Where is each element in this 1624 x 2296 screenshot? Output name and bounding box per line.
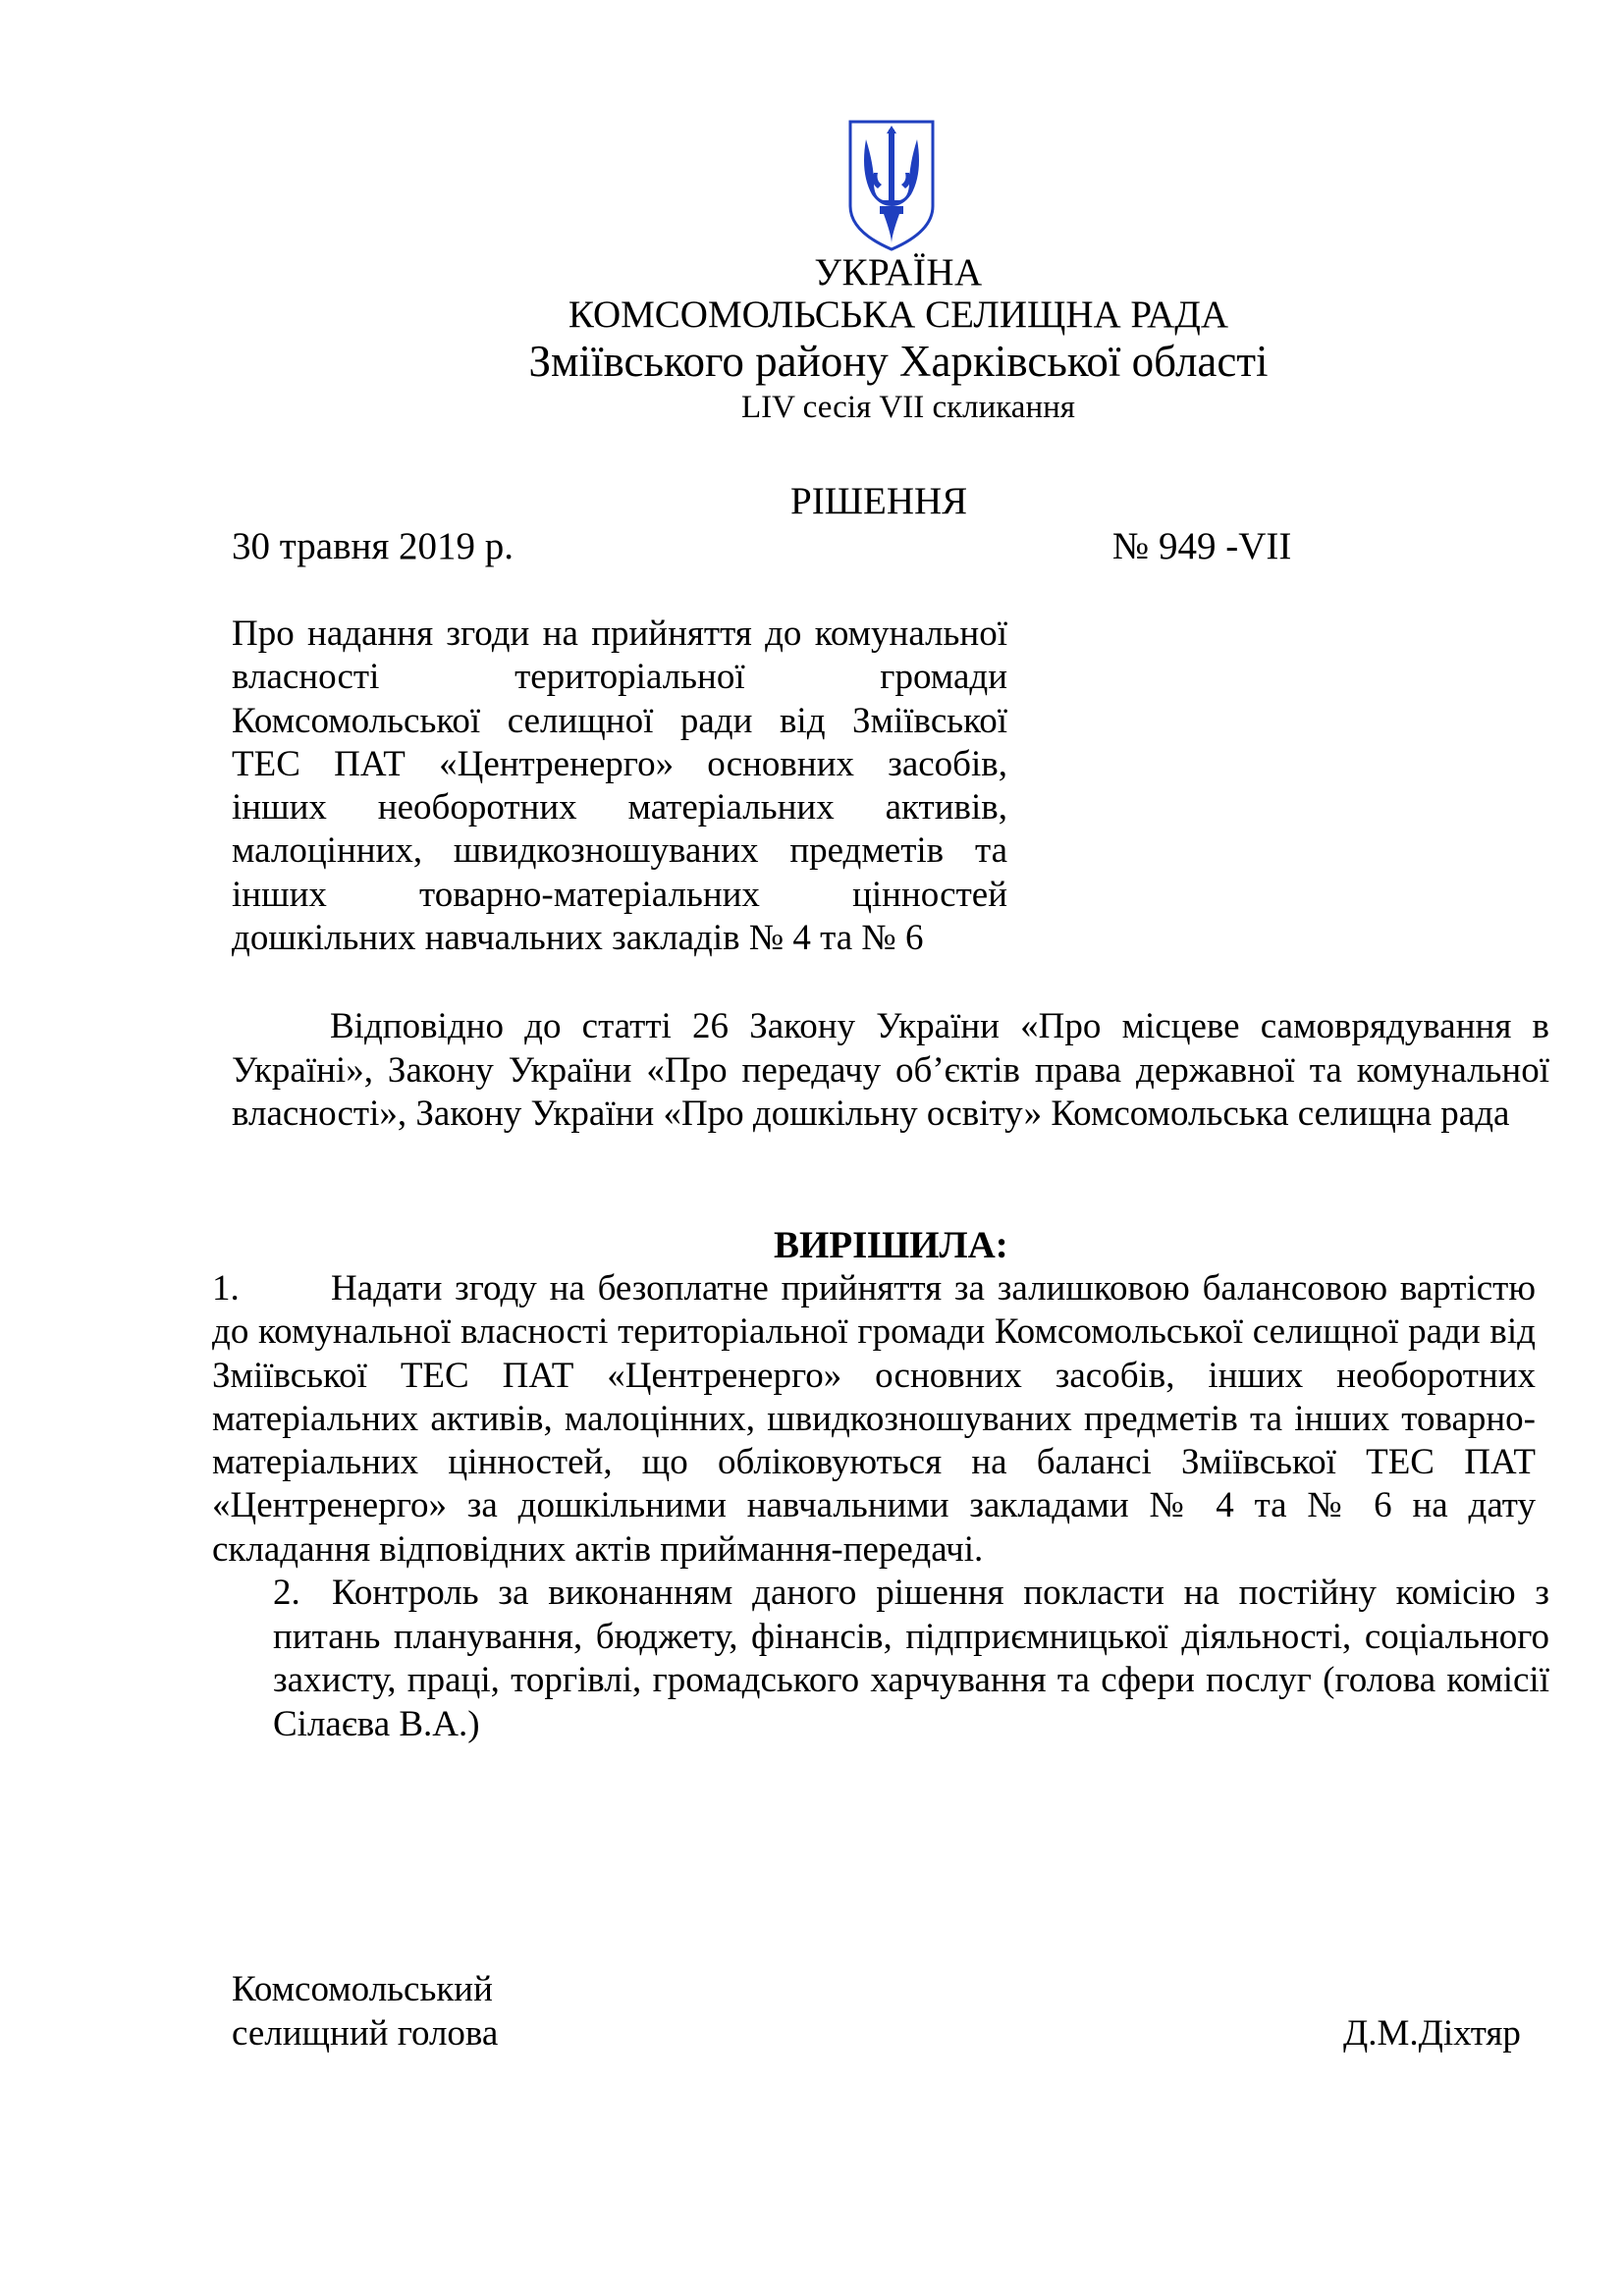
item-text: Контроль за виконанням даного рішення покласти на постійну комісію з питань планування, бюджету, фінансів, підприємницької діяльності, соціального захисту, праці, торгівлі, громадського харчування та сфери послуг (голова комісії Сілаєва В.А.): [273, 1573, 1549, 1744]
resolution-item-1: [212, 1267, 1536, 1572]
decision-number: № 949 -VII: [1112, 525, 1292, 567]
preamble-paragraph: Відповідно до статті 26 Закону України «Про місцеве самоврядування в Україні», Закону України «Про передачу об’єктів права державної та комунальної власності», Закону України «Про дошкільну освіту» Комсомольська селищна рада: [232, 1006, 1549, 1134]
decision-subject: Про надання згоди на прийняття до комунальної власності територіальної громади Комсомольської селищної ради від Зміївської ТЕС ПАТ «Центренерго» основних засобів, інших необоротних матеріальних активів, малоцінних, швидкозношуваних предметів та інших товарно-матеріальних цінностей дошкільних навчальних закладів № 4 та № 6: [232, 614, 1007, 959]
country-heading: УКРАЇНА: [814, 251, 983, 294]
signatory-name: Д.М.Діхтяр: [1343, 2013, 1521, 2054]
resolved-heading: ВИРІШИЛА:: [774, 1224, 1008, 1266]
signatory-title: Комсомольський селищний голова: [232, 1969, 499, 2054]
decision-date: 30 травня 2019 р.: [232, 525, 514, 567]
item-text: Надати згоду на безоплатне прийняття за залишковою балансовою вартістю до комунальної власності територіальної громади Комсомольської селищної ради від Зміївської ТЕС ПАТ «Центренерго» основних засобів, інших необоротних матеріальних активів, малоцінних, швидкозношуваних предметів та інших товарно-матеріальних цінностей, що обліковуються на балансі Зміївської ТЕС ПАТ «Центренерго» за дошкільними навчальними закладами № 4 та № 6 на дату складання відповідних актів приймання-передачі.: [212, 1268, 1536, 1570]
resolution-item-2: [232, 1572, 1549, 1746]
council-heading: КОМСОМОЛЬСЬКА СЕЛИЩНА РАДА: [568, 294, 1229, 336]
coat-of-arms-icon: [844, 116, 939, 253]
decision-title: РІШЕННЯ: [790, 480, 968, 522]
item-number: 1.: [212, 1268, 240, 1308]
session-heading: LIV сесія VII скликання: [741, 390, 1075, 425]
district-heading: Зміївського району Харківської області: [528, 337, 1269, 386]
item-number: 2.: [273, 1573, 300, 1613]
